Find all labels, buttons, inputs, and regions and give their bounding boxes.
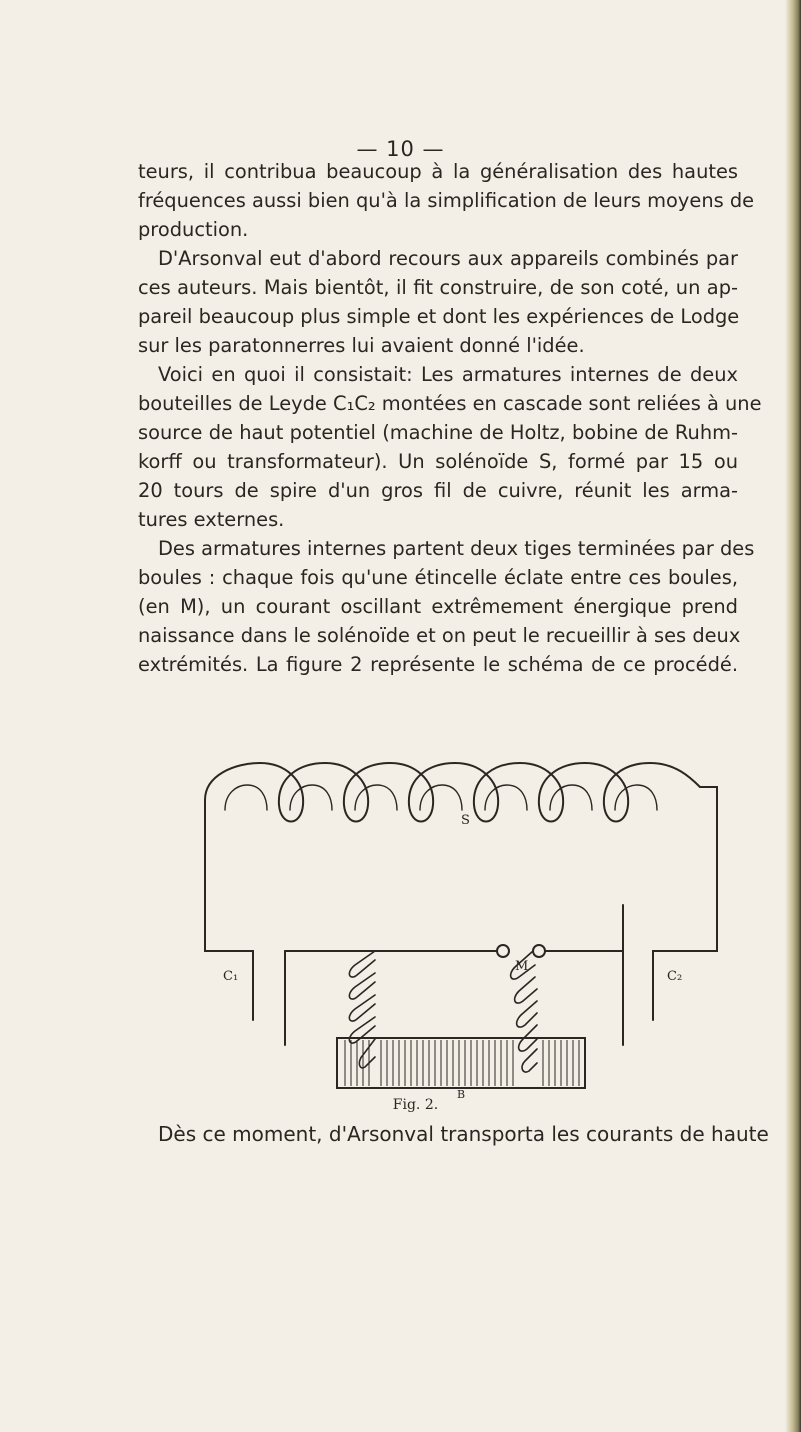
text-line: Voici en quoi il consistait: Les armatures internes de deux (158, 363, 738, 386)
page-number: — 10 — (356, 137, 445, 161)
text-line: Dès ce moment, d'Arsonval transporta les courants de haute (158, 1122, 769, 1146)
text-line: bouteilles de Leyde C₁C₂ montées en cascade sont reliées à une (138, 392, 762, 415)
closing-text (138, 1120, 769, 1149)
text-line: korff ou transformateur). Un solénoïde S, formé par 15 ou (138, 450, 738, 473)
text-line: 20 tours de spire d'un gros fil de cuivre, réunit les arma- (138, 479, 738, 502)
text-line: naissance dans le solénoïde et on peut le recueillir à ses deux (138, 624, 741, 647)
text-line: boules : chaque fois qu'une étincelle éclate entre ces boules, (138, 566, 738, 589)
body-text (138, 157, 762, 679)
text-line: Des armatures internes partent deux tiges terminées par des (158, 537, 755, 560)
label-c1: C₁ (223, 969, 239, 984)
text-line: fréquences aussi bien qu'à la simplification de leurs moyens de (138, 189, 755, 212)
circuit-diagram-svg (185, 755, 730, 1090)
figure-caption: Fig. 2. (392, 1097, 439, 1113)
text-line: (en M), un courant oscillant extrêmement énergique prend (138, 595, 738, 618)
solenoid-coil (205, 763, 700, 822)
label-c2: C₂ (667, 969, 683, 984)
text-line: production. (138, 218, 249, 241)
label-s: S (461, 813, 470, 828)
text-line: source de haut potentiel (machine de Holtz, bobine de Ruhm- (138, 421, 738, 444)
text-line: D'Arsonval eut d'abord recours aux appareils combinés par (158, 247, 738, 270)
bath-B (337, 1038, 585, 1088)
text-line: ces auteurs. Mais bientôt, il fit construire, de son coté, un ap- (138, 276, 738, 299)
text-line: sur les paratonnerres lui avaient donné l'idée. (138, 334, 585, 357)
text-line: extrémités. La figure 2 représente le schéma de ce procédé. (138, 653, 738, 676)
text-line: tures externes. (138, 508, 285, 531)
text-line: pareil beaucoup plus simple et dont les expériences de Lodge (138, 305, 740, 328)
label-b: B (457, 1088, 466, 1101)
page-edge (785, 0, 801, 1432)
figure-2-diagram (185, 755, 730, 1101)
label-m: M (515, 959, 529, 974)
text-line: teurs, il contribua beaucoup à la généralisation des hautes (138, 160, 738, 183)
